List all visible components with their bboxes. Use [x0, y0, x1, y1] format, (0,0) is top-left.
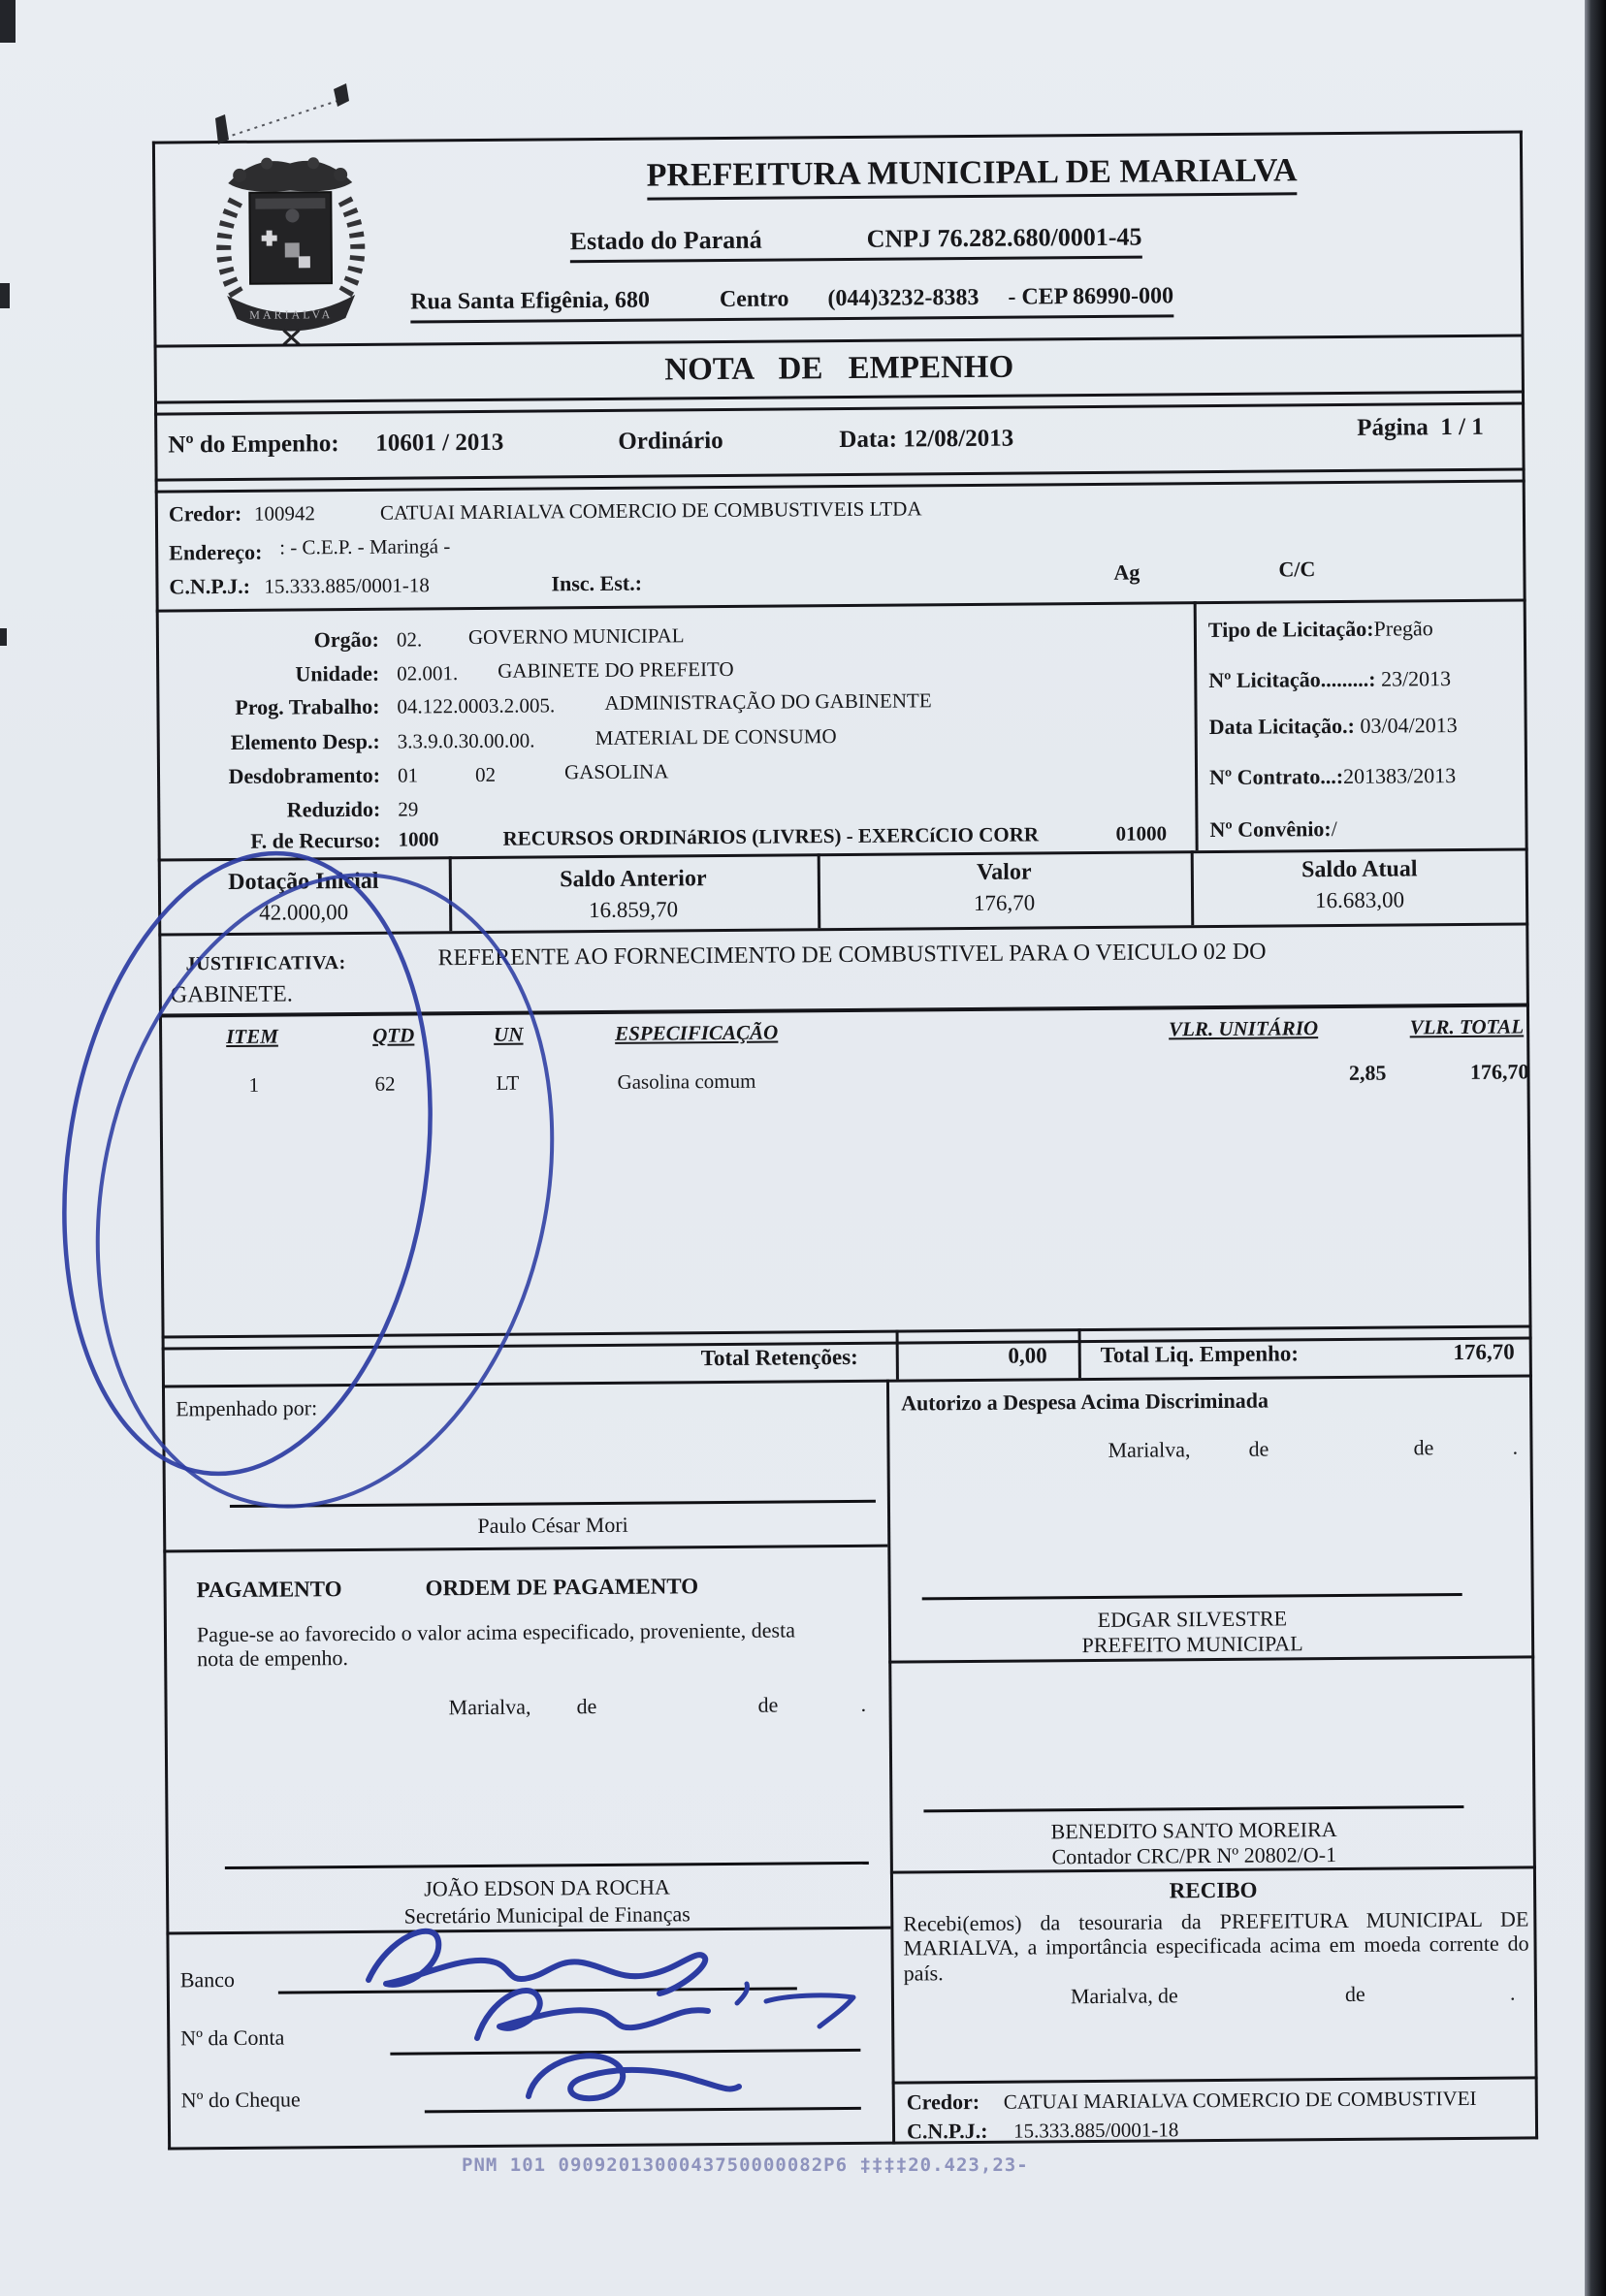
budget-row-label: Prog. Trabalho: [235, 693, 380, 719]
empenho-type: Ordinário [618, 427, 723, 455]
creditor-bottom-line [156, 598, 1526, 612]
budget-row-extra-code: 01000 [1115, 821, 1168, 845]
licitacao-type-value: Pregão [1373, 616, 1433, 641]
licitacao-date-label: Data Licitação.: [1208, 713, 1356, 740]
banco-line [278, 1987, 797, 1993]
header-address-line [410, 283, 1173, 323]
dot-matrix-footer-print: PNM 101 0909201300043750000082P6 ‡‡‡‡20.423,23- [462, 2154, 1029, 2176]
page-label: Página [1357, 414, 1429, 441]
total-liq-empenho-value: 176,70 [1453, 1339, 1515, 1365]
cc-label: C/C [1278, 557, 1316, 582]
budget-row-code2: 02 [474, 762, 497, 786]
signature-line [922, 1593, 1462, 1600]
dotacao-inicial-header: Dotação Inicial [228, 868, 379, 895]
page-indicator [1357, 414, 1484, 443]
street-text: Rua Santa Efigênia, 680 [410, 287, 650, 315]
budget-row-code: 02.001. [397, 661, 459, 686]
convenio-label: Nº Convênio: [1209, 816, 1332, 843]
cheque-line [425, 2107, 861, 2114]
municipality-title: PREFEITURA MUNICIPAL DE MARIALVA [647, 152, 1298, 200]
item-quantity: 62 [374, 1071, 396, 1096]
de-text: de [576, 1694, 597, 1719]
page-value: 1 / 1 [1440, 413, 1484, 441]
header-title-wrap [443, 150, 1500, 197]
empenho-number-value: 10601 / 2013 [375, 429, 504, 457]
phone-text: (044)3232-8383 [827, 284, 980, 312]
conta-label: Nº da Conta [180, 2025, 285, 2051]
pagamento-title: PAGAMENTO [196, 1577, 342, 1603]
recibo-credor-label: Credor: [906, 2089, 980, 2115]
header-state-line [570, 223, 1142, 264]
document-title: NOTA DE EMPENHO [664, 349, 1014, 388]
budget-row-label: Orgão: [313, 626, 380, 653]
saldo-anterior-value: 16.859,70 [589, 897, 679, 923]
municipal-coat-of-arms-logo [199, 151, 383, 346]
empenho-number-label: Nº do Empenho: [168, 430, 339, 459]
dotacao-inicial-value: 42.000,00 [259, 900, 349, 925]
title-bottom-double-line [154, 390, 1525, 415]
date-label: Data: [839, 426, 898, 454]
recibo-cnpj-value: 15.333.885/0001-18 [1012, 2118, 1179, 2143]
budget-row-code: 1000 [398, 827, 439, 851]
scanner-edge-shadow [1585, 0, 1606, 2296]
budget-row-code: 29 [398, 797, 419, 821]
justification-bottom-line [159, 1003, 1529, 1017]
licitacao-row [1208, 666, 1451, 692]
budget-row-desc: ADMINISTRAÇÃO DO GABINENTE [604, 688, 932, 715]
accountant-role: Contador CRC/PR Nº 20802/O-1 [1051, 1842, 1337, 1869]
logo-banner-text: MARIALVA [249, 307, 334, 322]
conta-line [390, 2049, 860, 2056]
items-header-qtd: QTD [372, 1023, 415, 1047]
creditor-address-label: Endereço: [169, 539, 263, 565]
de-text: de [1157, 1983, 1178, 2008]
banco-label: Banco [179, 1966, 236, 1993]
scan-artifact [0, 0, 16, 43]
contract-number-value: 201383/2013 [1342, 763, 1457, 788]
budget-row-code: 3.3.9.0.30.00.00. [397, 728, 535, 753]
insc-est-label: Insc. Est.: [551, 570, 643, 596]
scan-artifact [0, 283, 10, 308]
licitacao-type-label: Tipo de Licitação: [1207, 616, 1374, 643]
border-top [152, 130, 1523, 144]
empenhado-bottom-line [163, 1545, 887, 1553]
lower-center-divider [886, 1380, 895, 2145]
mayor-name: EDGAR SILVESTRE [1097, 1606, 1288, 1632]
items-header-especificacao: ESPECIFICAÇÃO [615, 1020, 779, 1045]
cnpj-label: CNPJ 76.282.680/0001-45 [866, 222, 1142, 253]
item-total-price: 176,70 [1469, 1059, 1529, 1084]
budget-row-desc: MATERIAL DE CONSUMO [594, 724, 837, 750]
justification-label: JUSTIFICATIVA: [185, 952, 346, 975]
total-retencoes-value: 0,00 [1008, 1343, 1047, 1368]
de-text: de [1413, 1435, 1434, 1460]
budget-row-code: 02. [396, 627, 423, 652]
ordem-de-pagamento-title: ORDEM DE PAGAMENTO [425, 1574, 699, 1601]
budget-row-label: Desdobramento: [228, 762, 381, 788]
period-text: . [1509, 1980, 1516, 2005]
budget-row-desc: RECURSOS ORDINáRIOS (LIVRES) - EXERCíCIO CORR [502, 822, 1040, 850]
budget-row-label: Reduzido: [286, 796, 381, 822]
border-right [1520, 130, 1538, 2139]
empenho-row-bottom-line [155, 467, 1526, 493]
place-text: Marialva, [1070, 1983, 1153, 2009]
item-number: 1 [248, 1072, 260, 1097]
mayor-role: PREFEITO MUNICIPAL [1081, 1631, 1303, 1658]
contract-number-label: Nº Contrato...: [1208, 763, 1344, 790]
ink-blot [334, 83, 349, 107]
licitacao-row [1209, 763, 1456, 789]
accountant-name: BENEDITO SANTO MOREIRA [1050, 1817, 1337, 1844]
date-value: 12/08/2013 [903, 425, 1014, 453]
scan-artifact [0, 628, 7, 646]
signature-line [923, 1805, 1463, 1812]
autorizo-title: Autorizo a Despesa Acima Discriminada [901, 1387, 1269, 1416]
saldo-atual-value: 16.683,00 [1314, 887, 1405, 913]
items-header-vlr-unitario: VLR. UNITÁRIO [1168, 1016, 1319, 1041]
item-description: Gasolina comum [617, 1068, 756, 1094]
convenio-value: / [1331, 816, 1337, 842]
budget-row-code: 04.122.0003.2.005. [397, 693, 556, 718]
retentions-divider [1078, 1328, 1081, 1378]
budget-row-label: F. de Recurso: [250, 827, 381, 853]
retentions-bottom-line [162, 1374, 1532, 1387]
budget-row-desc: GOVERNO MUNICIPAL [467, 623, 685, 650]
items-header-item: ITEM [226, 1024, 278, 1049]
nota-de-empenho-form [152, 130, 1538, 2150]
items-header-vlr-total: VLR. TOTAL [1409, 1014, 1525, 1039]
de-text: de [1248, 1436, 1269, 1461]
de-text: de [757, 1692, 779, 1717]
empenho-date [839, 426, 1013, 455]
period-text: . [860, 1691, 867, 1716]
creditor-address-value: : - C.E.P. - Maringá - [279, 534, 451, 559]
creditor-cnpj-value: 15.333.885/0001-18 [264, 573, 430, 598]
saldo-anterior-header: Saldo Anterior [560, 866, 707, 893]
licitacao-number-value: 23/2013 [1375, 666, 1452, 691]
valor-header: Valor [976, 859, 1032, 885]
licitacao-date-value: 03/04/2013 [1354, 713, 1458, 738]
place-text: Marialva, [448, 1694, 531, 1720]
justification-line2: GABINETE. [170, 981, 293, 1008]
pagamento-text: Pague-se ao favorecido o valor acima especificado, proveniente, desta nota de empenho. [196, 1617, 796, 1672]
secretary-role: Secretário Municipal de Finanças [403, 1901, 691, 1929]
item-unit: LT [496, 1070, 520, 1095]
cep-text: - CEP 86990-000 [1008, 283, 1174, 310]
recibo-credor-value: CATUAI MARIALVA COMERCIO DE COMBUSTIVEI [1003, 2086, 1477, 2114]
budget-row-code: 01 [397, 763, 419, 787]
creditor-code: 100942 [253, 501, 315, 526]
recibo-text: Recebi(emos) da tesouraria da PREFEITURA MUNICIPAL DE MARIALVA, a importância especificada acima em moeda corrente do país. [903, 1906, 1529, 1986]
creditor-name: CATUAI MARIALVA COMERCIO DE COMBUSTIVEIS LTDA [379, 496, 922, 525]
empenhado-signer-name: Paulo César Mori [477, 1512, 628, 1538]
cheque-label: Nº do Cheque [180, 2087, 301, 2113]
recibo-title: RECIBO [1169, 1877, 1258, 1903]
total-liq-empenho-label: Total Liq. Empenho: [1100, 1341, 1300, 1367]
recibo-cnpj-label: C.N.P.J.: [906, 2118, 988, 2144]
ag-label: Ag [1113, 559, 1140, 585]
district-text: Centro [719, 286, 789, 312]
empenhado-por-label: Empenhado por: [176, 1395, 318, 1421]
place-text: Marialva, [1108, 1437, 1191, 1462]
de-text: de [1344, 1981, 1365, 2006]
items-header-un: UN [494, 1022, 524, 1046]
licitacao-row [1209, 816, 1337, 842]
justification-line1: REFERENTE AO FORNECIMENTO DE COMBUSTIVEL PARA O VEICULO 02 DO [437, 939, 1267, 972]
budget-row-label: Elemento Desp.: [230, 728, 380, 754]
licitacao-row [1208, 616, 1433, 642]
period-text: . [1512, 1434, 1519, 1459]
border-bottom [168, 2136, 1538, 2150]
creditor-label: Credor: [168, 500, 242, 526]
signature-line [230, 1500, 876, 1508]
valor-value: 176,70 [973, 890, 1036, 915]
item-unit-price: 2,85 [1348, 1060, 1387, 1085]
budget-row-desc: GASOLINA [563, 759, 669, 784]
licitacao-divider [1194, 601, 1199, 850]
creditor-cnpj-label: C.N.P.J.: [169, 573, 251, 599]
budget-row-label: Unidade: [295, 660, 380, 686]
secretary-name: JOÃO EDSON DA ROCHA [424, 1874, 670, 1901]
licitacao-row [1209, 713, 1458, 739]
licitacao-number-label: Nº Licitação.........: [1208, 666, 1376, 693]
signature-line [225, 1862, 869, 1869]
budget-row-desc: GABINETE DO PREFEITO [498, 656, 734, 683]
state-label: Estado do Paraná [569, 225, 762, 256]
recibo-credor-line [892, 2076, 1538, 2084]
total-retencoes-label: Total Retenções: [700, 1344, 858, 1371]
pencil-mark [225, 101, 337, 138]
saldo-atual-header: Saldo Atual [1301, 856, 1418, 883]
